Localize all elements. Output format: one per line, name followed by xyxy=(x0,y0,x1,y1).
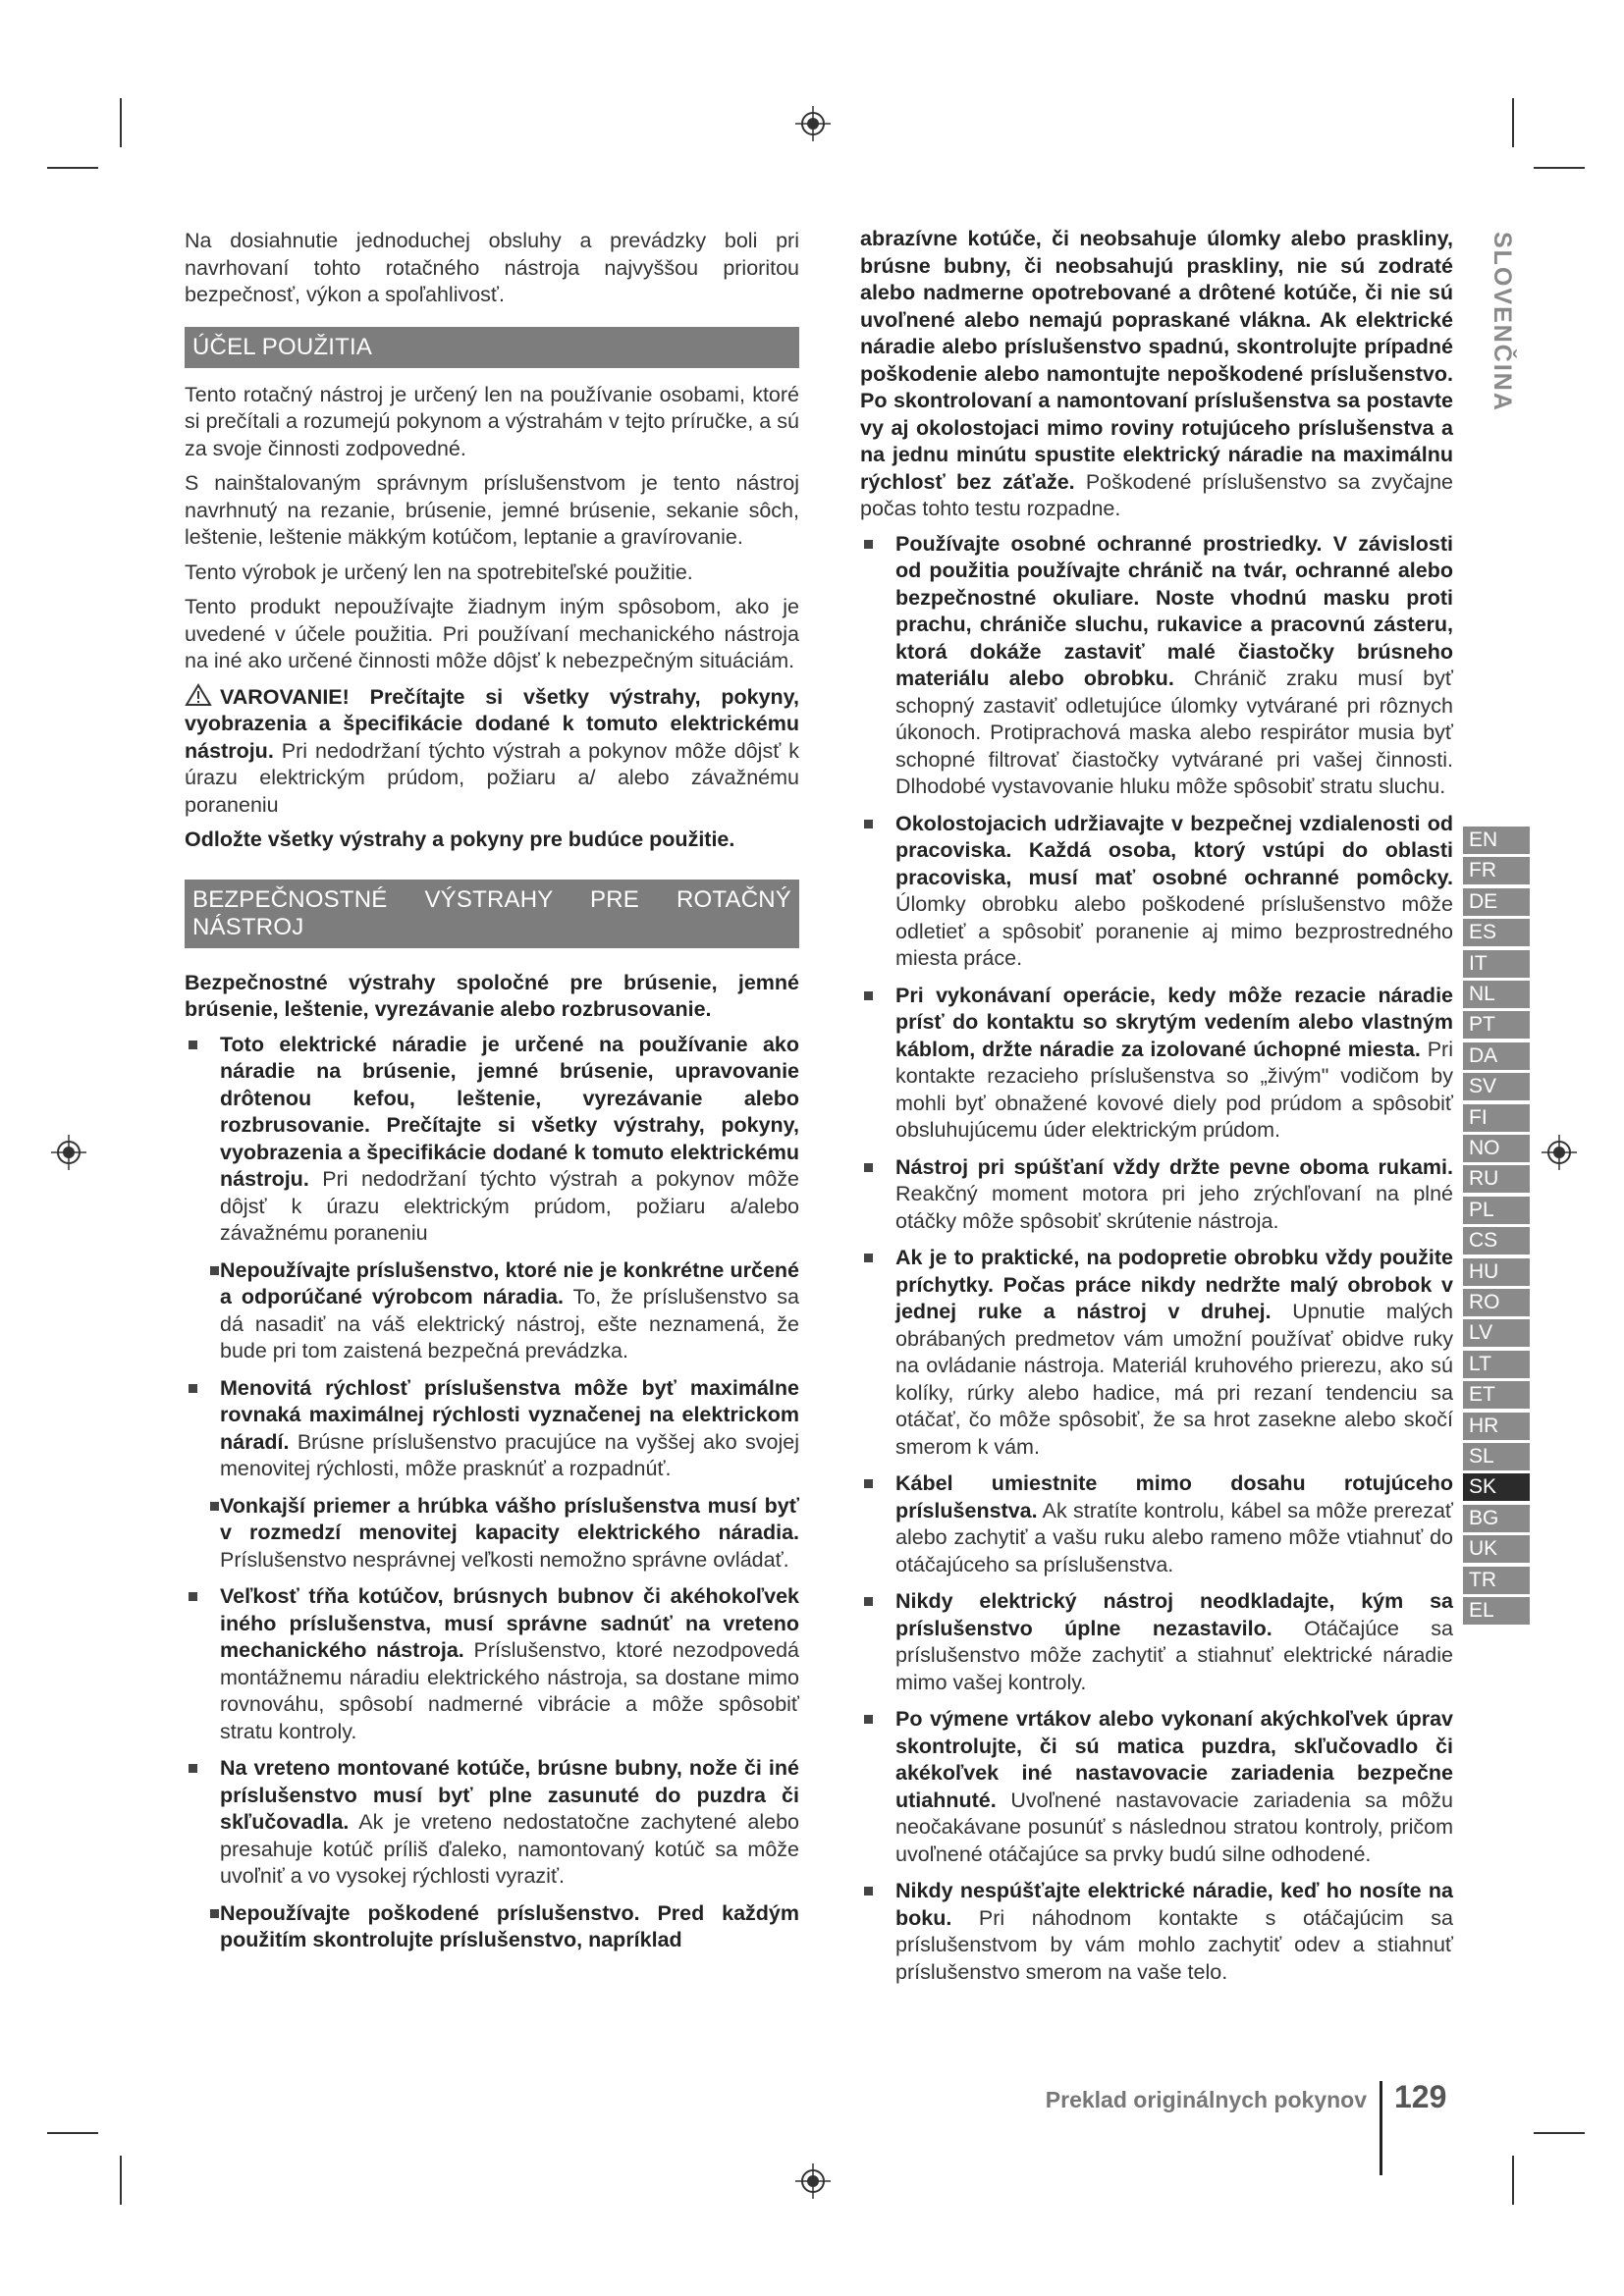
language-tab-de[interactable]: DE xyxy=(1463,888,1530,916)
bullet-bold: Veľkosť tŕňa kotúčov, brúsnych bubnov či akéhokoľvek iného príslušenstva, musí správne sadnúť na vreteno mechanického nástroja. xyxy=(220,1584,799,1662)
registration-mark-icon xyxy=(795,106,831,141)
language-tab-nl[interactable]: NL xyxy=(1463,981,1530,1008)
language-tab-fr[interactable]: FR xyxy=(1463,857,1530,884)
bullet-bold: Nepoužívajte príslušenstvo, ktoré nie je konkrétne určené a odporúčané výrobcom náradia. xyxy=(220,1257,799,1308)
bullet-bold: Nepoužívajte poškodené príslušenstvo. Pred každým použitím skontrolujte príslušenstvo, napríklad xyxy=(220,1900,799,1951)
bullet-bold: Okolostojacich udržiavajte v bezpečnej vzdialenosti od pracoviska. Každá osoba, ktorý vstúpi do oblasti pracoviska, musí mať osobné ochranné pomôcky. xyxy=(895,811,1453,889)
bullet-text: Úlomky obrobku alebo poškodené príslušenstvo môže odletieť a spôsobiť poranenie aj mimo bezprostredného miesta práce. xyxy=(895,892,1453,970)
crop-mark xyxy=(1512,2156,1514,2205)
bullet-bold: Vonkajší priemer a hrúbka vášho príslušenstva musí byť v rozmedzí menovitej kapacity elektrického náradia. xyxy=(220,1493,799,1544)
bullet-item xyxy=(860,1706,1453,1868)
language-tab-pt[interactable]: PT xyxy=(1463,1011,1530,1039)
intro-paragraph: Na dosiahnutie jednoduchej obsluhy a prevádzky boli pri navrhovaní tohto rotačného nástroja najvyššou prioritou bezpečnosť, výkon a spoľahlivosť. xyxy=(185,229,799,306)
bullet-text: Poškodené príslušenstvo sa zvyčajne počas tohto testu rozpadne. xyxy=(860,469,1453,520)
language-tab-et[interactable]: ET xyxy=(1463,1381,1530,1409)
bullet-item xyxy=(185,1032,799,1248)
crop-mark xyxy=(47,2132,98,2134)
bullet-item xyxy=(185,1755,799,1891)
bullet-item xyxy=(860,811,1453,973)
bullet-text: Príslušenstvo, ktoré nezodpovedá montážnemu náradiu elektrického nástroja, sa dostane mimo rovnováhu, spôsobí nadmerné vibrácie a môže spôsobiť stratu kontroly. xyxy=(220,1638,800,1743)
bullet-text: Upnutie malých obrábaných predmetov vám umožní používať obidve ruky na ovládanie nástroja. Materiál kruhového prierezu, ako sú kolíky, rúrky alebo hadice, má pri rezaní tendenciu sa otáčať, čo môže spôsobiť, že sa hrot zasekne alebo skočí smerom k vám. xyxy=(895,1300,1453,1459)
bullet-bold: Na vreteno montované kotúče, brúsne bubny, nože či iné príslušenstvo musí byť plne zasunuté do puzdra či skľučovadla. xyxy=(220,1756,799,1834)
bullet-text: Pri náhodnom kontakte s otáčajúcim sa príslušenstvom by vám mohlo zachytiť odev a stiahnuť príslušenstvo smerom na vaše telo. xyxy=(895,1905,1453,1984)
bullet-bold: Kábel umiestnite mimo dosahu rotujúceho príslušenstva. xyxy=(895,1471,1453,1522)
bullet-bold: abrazívne kotúče, či neobsahuje úlomky alebo praskliny, brúsne bubny, či neobsahujú praskliny, nie sú zodraté alebo nadmerne opotrebované a drôtené kotúče, či nie sú uvoľnené alebo nemajú popraskané vlákna. Ak elektrické náradie alebo príslušenstvo spadnú, skontrolujte prípadné poškodenie alebo namontujte nepoškodené príslušenstvo. Po skontrolovaní a namontovaní príslušenstva sa postavte vy aj okolostojaci mimo roviny rotujúceho príslušenstva a na jednu minútu spustite elektrický náradie na maximálnu rýchlosť bez záťaže. xyxy=(860,227,1453,494)
bullet-bold: Ak je to praktické, na podopretie obrobku vždy použite príchytky. Počas práce nikdy nedržte malý obrobok v jednej ruke a nástroj v druhej. xyxy=(895,1246,1453,1323)
bullet-text: Pri nedodržaní týchto výstrah a pokynov môže dôjsť k úrazu elektrickým prúdom, požiaru a/alebo závažnému poraneniu xyxy=(220,1167,799,1245)
bullet-item xyxy=(860,531,1453,801)
registration-mark-icon xyxy=(1542,1135,1577,1170)
warning-text: Pri nedodržaní týchto výstrah a pokynov môže dôjsť k úrazu elektrickým prúdom, požiaru a/ alebo závažnému poraneniu xyxy=(185,738,799,817)
warning-paragraph xyxy=(185,683,799,820)
crop-mark xyxy=(1512,98,1514,147)
language-tab-el[interactable]: EL xyxy=(1463,1597,1530,1625)
bullet-item xyxy=(860,1245,1453,1461)
bullet-bold: Nikdy elektrický nástroj neodkladajte, kým sa príslušenstvo úplne nezastavilo. xyxy=(895,1589,1453,1640)
paragraph: Tento produkt nepoužívajte žiadnym iným spôsobom, ako je uvedené v účele použitia. Pri používaní mechanického nástroja na iné ako určené činnosti môže dôjsť k nebezpečným situáciám. xyxy=(185,595,799,672)
common-warnings-intro: Bezpečnostné výstrahy spoločné pre brúsenie, jemné brúsenie, leštenie, vyrezávanie alebo rozbrusovanie. xyxy=(185,970,799,1021)
language-tab-ro[interactable]: RO xyxy=(1463,1289,1530,1316)
registration-mark-icon xyxy=(51,1135,86,1170)
language-tab-da[interactable]: DA xyxy=(1463,1042,1530,1070)
bullet-bold: Používajte osobné ochranné prostriedky. V závislosti od použitia používajte chránič na tvár, ochranné alebo bezpečnostné okuliare. Noste vhodnú masku proti prachu, chrániče sluchu, rukavice a pracovnú zásteru, ktorá dokáže zastaviť malé čiastočky brúsneho materiálu alebo obrobku. xyxy=(895,531,1453,690)
language-tab-lt[interactable]: LT xyxy=(1463,1351,1530,1378)
bullet-text: To, že príslušenstvo sa dá nasadiť na váš elektrický nástroj, ešte neznamená, že bude pri tom zaistená bezpečná prevádzka. xyxy=(220,1285,799,1362)
bullet-bold: Toto elektrické náradie je určené na používanie ako náradie na brúsenie, jemné brúsenie, upravovanie drôtenou kefou, leštenie, vyrezávanie alebo rozbrusovanie. Prečítajte si všetky výstrahy, pokyny, vyobrazenia a špecifikácie dodané k tomuto elektrickému nástroju. xyxy=(220,1032,799,1191)
left-column xyxy=(185,228,799,1964)
bullet-text: Otáčajúce sa príslušenstvo môže zachytiť a stiahnuť elektrické náradie mimo vašej kontroly. xyxy=(895,1616,1454,1694)
registration-mark-icon xyxy=(795,2163,831,2199)
bullet-item xyxy=(185,1493,799,1575)
crop-mark xyxy=(120,98,122,147)
crop-mark xyxy=(1534,167,1585,169)
language-tab-lv[interactable]: LV xyxy=(1463,1319,1530,1347)
language-tab-ru[interactable]: RU xyxy=(1463,1165,1530,1193)
bullet-item xyxy=(860,1878,1453,1986)
language-tab-sl[interactable]: SL xyxy=(1463,1443,1530,1470)
right-column xyxy=(860,226,1453,1996)
language-tab-uk[interactable]: UK xyxy=(1463,1535,1530,1563)
language-tab-sv[interactable]: SV xyxy=(1463,1073,1530,1100)
section-heading-intended-use: ÚČEL POUŽITIA xyxy=(185,327,799,368)
bullet-bold: Nikdy nespúšťajte elektrické náradie, keď ho nosíte na boku. xyxy=(895,1879,1453,1930)
bullet-text: Príslušenstvo nesprávnej veľkosti nemožno správne ovládať. xyxy=(220,1547,789,1572)
bullet-bold: Pri vykonávaní operácie, kedy môže rezacie náradie prísť do kontaktu so skrytým vedením alebo vlastným káblom, držte náradie za izolované úchopné miesta. xyxy=(895,983,1453,1061)
bullet-bold: Nástroj pri spúšťaní vždy držte pevne oboma rukami. xyxy=(895,1154,1453,1179)
language-tab-en[interactable]: EN xyxy=(1463,827,1530,854)
bullet-text: Ak je vreteno nedostatočne zachytené alebo presahuje kotúč príliš ďaleko, namontovaný kotúč sa môže uvoľniť a vo vysokej rýchlosti vyraziť. xyxy=(220,1810,799,1888)
bullet-item xyxy=(860,1154,1453,1236)
bullet-item xyxy=(185,1257,799,1365)
crop-mark xyxy=(120,2156,122,2205)
section-heading-safety-warnings: BEZPEČNOSTNÉ VÝSTRAHY PRE ROTAČNÝ NÁSTROJ xyxy=(185,880,799,948)
bullet-item xyxy=(185,1375,799,1483)
bullet-text: Brúsne príslušenstvo pracujúce na vyššej ako svojej menovitej rýchlosti, môže prasknúť a rozpadnúť. xyxy=(220,1429,799,1480)
bullet-item xyxy=(860,1588,1453,1696)
crop-mark xyxy=(1534,2132,1585,2134)
crop-mark xyxy=(47,167,98,169)
language-tab-es[interactable]: ES xyxy=(1463,919,1530,946)
language-tab-sk[interactable]: SK xyxy=(1463,1473,1530,1501)
bullet-item xyxy=(185,1900,799,1954)
language-tab-no[interactable]: NO xyxy=(1463,1135,1530,1162)
keep-instructions: Odložte všetky výstrahy a pokyny pre budúce použitie. xyxy=(185,828,735,851)
bullet-item xyxy=(860,983,1453,1145)
bullet-bold: Po výmene vrtákov alebo vykonaní akýchkoľvek úprav skontrolujte, či sú matica puzdra, skľučovadlo či akékoľvek iné nastavovacie zariadenia bezpečne utiahnuté. xyxy=(895,1707,1453,1812)
language-tab-tr[interactable]: TR xyxy=(1463,1567,1530,1594)
footer-translation-note: Preklad originálnych pokynov xyxy=(1045,2087,1367,2112)
language-tab-bg[interactable]: BG xyxy=(1463,1505,1530,1532)
language-tab-pl[interactable]: PL xyxy=(1463,1197,1530,1224)
language-tab-cs[interactable]: CS xyxy=(1463,1227,1530,1255)
paragraph: S nainštalovaným správnym príslušenstvom je tento nástroj navrhnutý na rezanie, brúsenie, jemné brúsenie, sekanie sôch, leštenie, leštenie mäkkým kotúčom, leptanie a gravírovanie. xyxy=(185,471,799,549)
footer-separator xyxy=(1380,2081,1382,2175)
language-tab-hu[interactable]: HU xyxy=(1463,1258,1530,1286)
warning-triangle-icon xyxy=(185,683,212,707)
paragraph: Tento výrobok je určený len na spotrebiteľské použitie. xyxy=(185,560,693,584)
bullet-text: Ak stratíte kontrolu, kábel sa môže prerezať alebo zachytiť a vašu ruku alebo rameno môže vtiahnuť do otáčajúceho sa príslušenstva. xyxy=(895,1498,1453,1576)
bullet-bold: Menovitá rýchlosť príslušenstva môže byť maximálne rovnaká maximálnej rýchlosti vyznačenej na elektrickom náradí. xyxy=(220,1375,799,1454)
language-tab-hr[interactable]: HR xyxy=(1463,1413,1530,1440)
bullet-text: Chránič zraku musí byť schopný zastaviť odletujúce úlomky vytvárané pri rôznych úkonoch. Protiprachová maska alebo respirátor musia byť schopné filtrovať čiastočky vytvárané pri vašej činnosti. Dlhodobé vystavovanie hluku môže spôsobiť stratu sluchu. xyxy=(895,667,1453,798)
page-number: 129 xyxy=(1394,2079,1447,2114)
warning-bold: VAROVANIE! Prečítajte si všetky výstrahy, pokyny, vyobrazenia a špecifikácie dodané k tomuto elektrickému nástroju. xyxy=(185,684,799,763)
bullet-item xyxy=(185,1583,799,1745)
bullet-text: Reakčný moment motora pri jeho zrýchľovaní na plné otáčky môže spôsobiť skrútenie nástroja. xyxy=(895,1182,1453,1233)
bullet-text: Pri kontakte rezacieho príslušenstva so „živým" vodičom by mohli byť obnažené kovové diely pod prúdom a spôsobiť obsluhujúcemu úder elektrickým prúdom. xyxy=(895,1037,1453,1142)
continued-paragraph xyxy=(860,226,1453,523)
paragraph: Tento rotačný nástroj je určený len na používanie osobami, ktoré si prečítali a rozumejú pokynom a výstrahám v tejto príručke, a sú za svoje činnosti zodpovedné. xyxy=(185,382,799,460)
language-tab-fi[interactable]: FI xyxy=(1463,1104,1530,1132)
language-tab-it[interactable]: IT xyxy=(1463,950,1530,978)
bullet-text: Uvoľnené nastavovacie zariadenia sa môžu neočakávane posunúť s následnou stratou kontroly, pričom uvoľnené otáčajúce sa prvky budú silne odhodené. xyxy=(895,1788,1453,1866)
bullet-item xyxy=(860,1470,1453,1578)
language-side-label: SLOVENČINA xyxy=(1489,232,1516,412)
